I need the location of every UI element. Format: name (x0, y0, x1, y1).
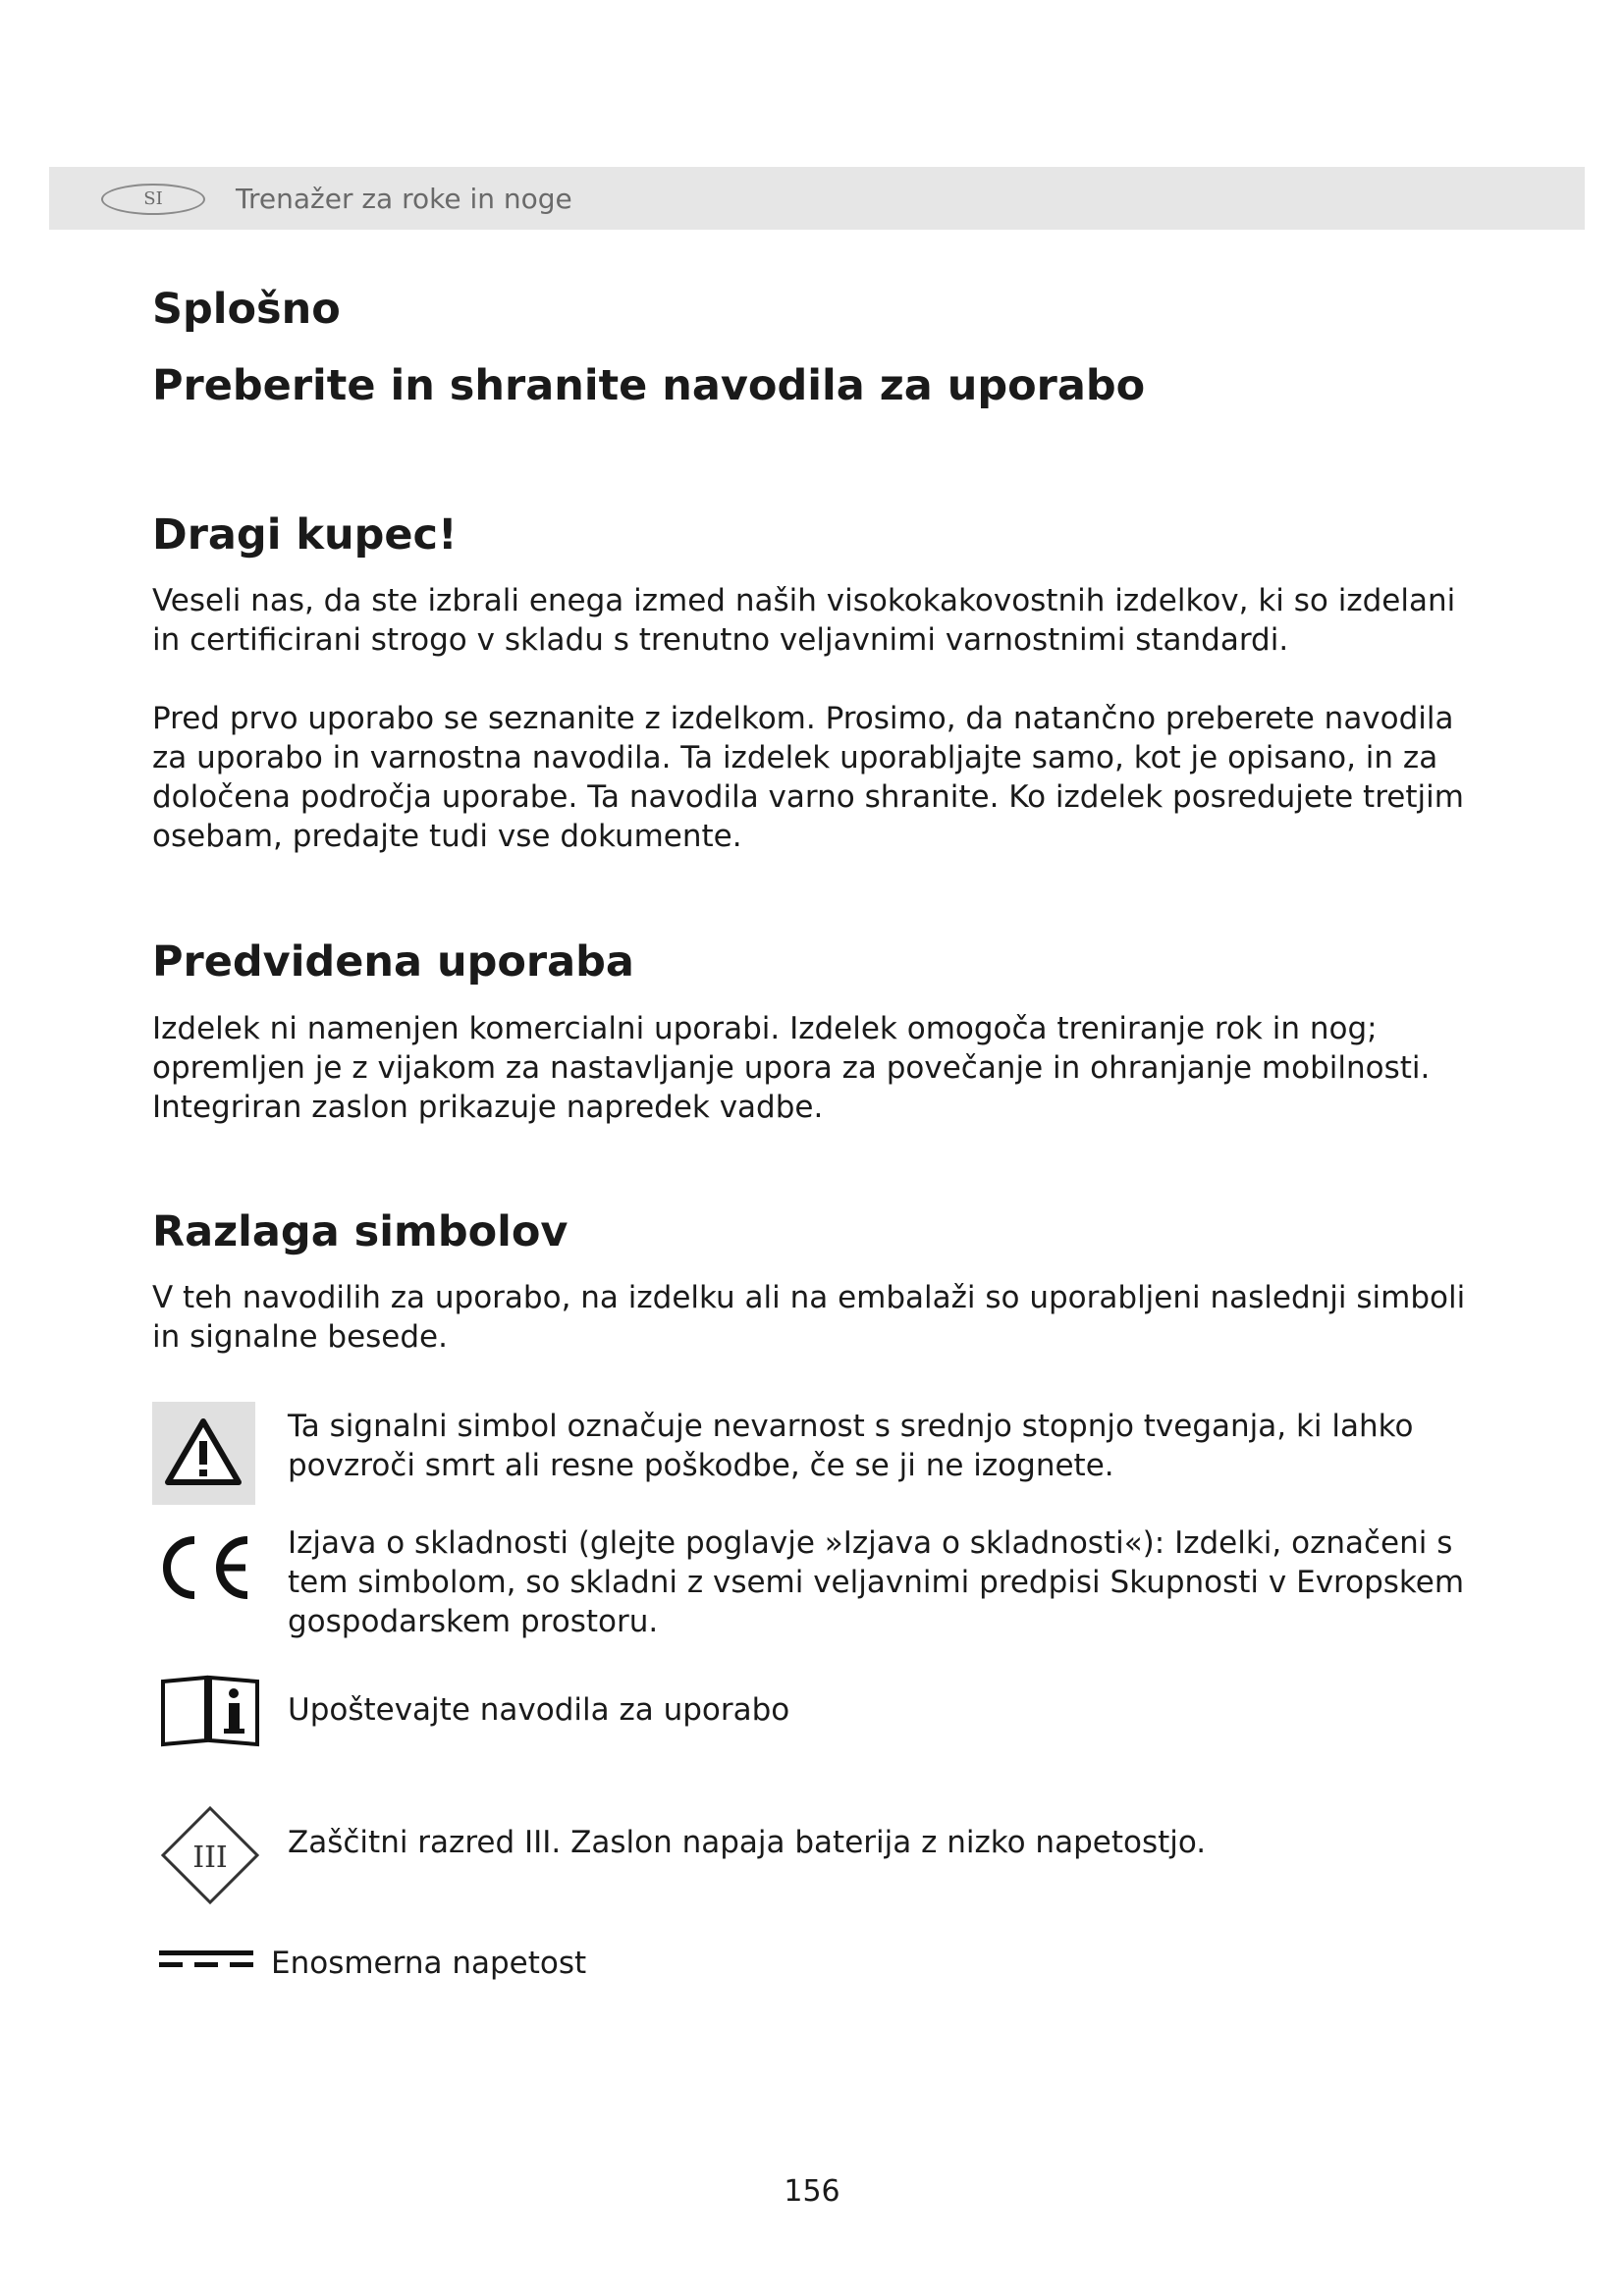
symbol-text-protection-class: Zaščitni razred III. Zaslon napaja baterija z nizko napetostjo. (288, 1825, 1207, 1860)
warning-triangle-icon (152, 1402, 255, 1505)
manual-info-icon (159, 1674, 262, 1747)
section-heading-customer: Dragi kupec! (152, 510, 458, 560)
section-heading-symbols: Razlaga simbolov (152, 1207, 568, 1256)
symbol-text-ce: Izjava o skladnosti (glejte poglavje »Izjava o skladnosti«): Izdelki, označeni s tem simbolom, so skladni z vsemi veljavnimi predpisi Skupnosti v Evropskem gospodarskem prostoru. (288, 1525, 1465, 1639)
ce-mark-icon (147, 1526, 260, 1610)
customer-paragraph-1: Veseli nas, da ste izbrali enega izmed naših visokokakovostnih izdelkov, ki so izdelani in certificirani strogo v skladu s trenutno veljavnimi varnostnimi standardi. (152, 583, 1456, 658)
symbol-text-dc: Enosmerna napetost (271, 1946, 587, 1981)
direct-current-icon (159, 1949, 257, 1972)
section-heading-intended-use: Predvidena uporaba (152, 937, 634, 987)
header-title: Trenažer za roke in noge (236, 183, 572, 215)
symbol-text-warning: Ta signalni simbol označuje nevarnost s srednjo stopnjo tveganja, ki lahko povzroči smrt ali resne poškodbe, če se ji ne izognete. (288, 1409, 1414, 1483)
symbol-text-manual: Upoštevajte navodila za uporabo (288, 1692, 790, 1728)
section-heading-general: Splošno (152, 285, 341, 334)
section-subheading-instructions: Preberite in shranite navodila za uporabo (152, 361, 1146, 410)
protection-class-iii-icon (159, 1804, 262, 1907)
customer-paragraph-2: Pred prvo uporabo se seznanite z izdelkom. Prosimo, da natančno preberete navodila za uporabo in varnostna navodila. Ta izdelek uporabljajte samo, kot je opisano, in za določena področja uporabe. Ta navodila varno shranite. Ko izdelek posredujete tretjim osebam, predajte tudi vse dokumente. (152, 701, 1464, 854)
page-number: 156 (784, 2174, 840, 2209)
symbols-intro: V teh navodilih za uporabo, na izdelku ali na embalaži so uporabljeni naslednji simboli in signalne besede. (152, 1280, 1466, 1355)
language-badge: SI (101, 184, 205, 215)
protection-class-label: III (192, 1841, 228, 1875)
intended-use-paragraph: Izdelek ni namenjen komercialni uporabi. Izdelek omogoča treniranje rok in nog; opremljen je z vijakom za nastavljanje upora za povečanje in ohranjanje mobilnosti. Integriran zaslon prikazuje napredek vadbe. (152, 1011, 1431, 1125)
